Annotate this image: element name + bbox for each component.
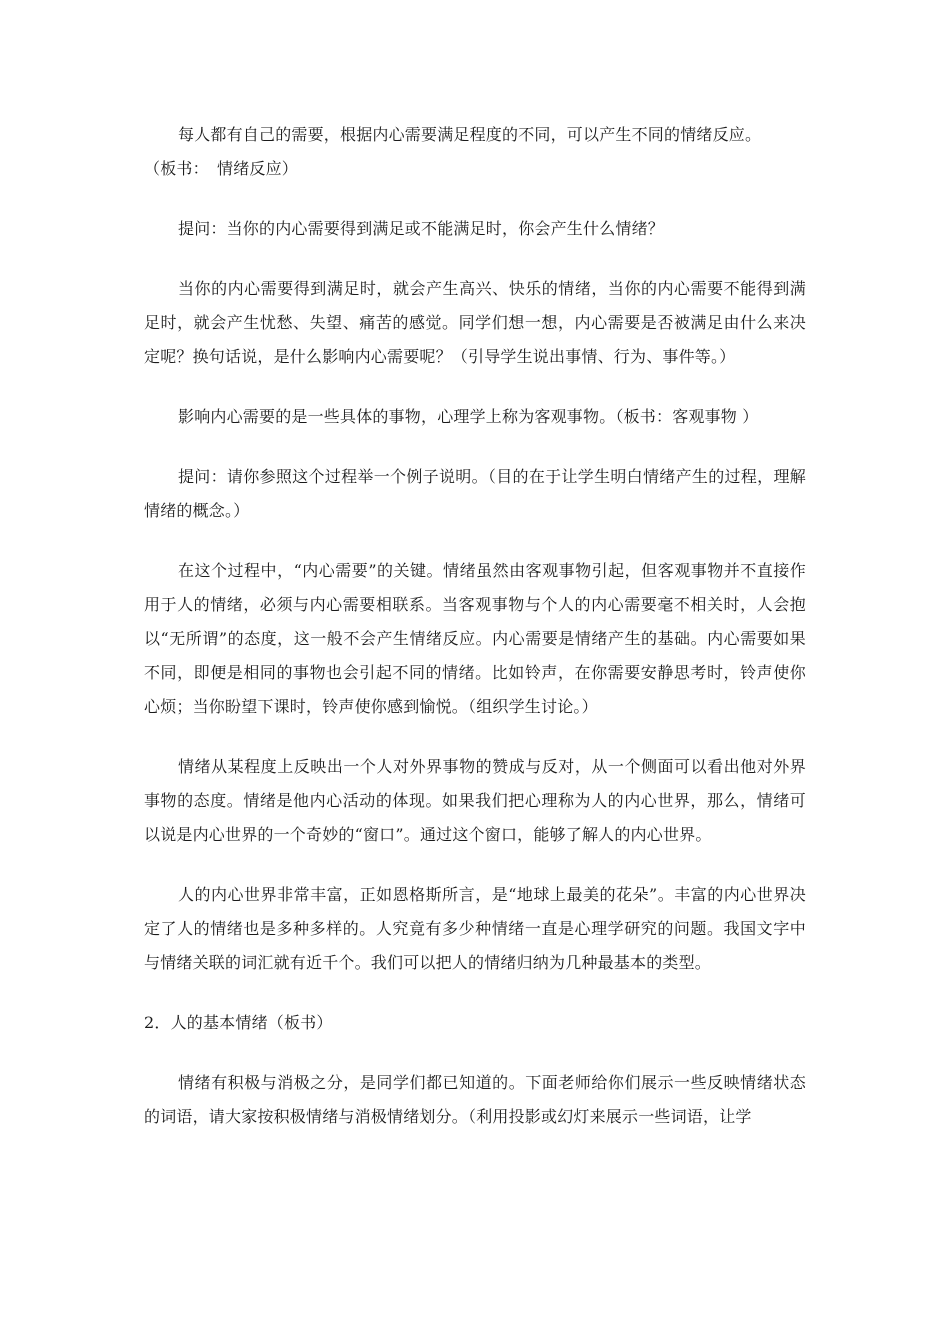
- paragraph-question-2: 提问：请你参照这个过程举一个例子说明。（目的在于让学生明白情绪产生的过程，理解情绪的概念。）: [144, 467, 806, 520]
- paragraph-window: 情绪从某程度上反映出一个人对外界事物的赞成与反对，从一个侧面可以看出他对外界事物的态度。情绪是他内心活动的体现。如果我们把心理称为人的内心世界，那么，情绪可以说是内心世界的一个奇妙的“窗口”。通过这个窗口，能够了解人的内心世界。: [144, 757, 806, 844]
- paragraph-gap: [144, 246, 806, 272]
- paragraph-gap: [144, 528, 806, 554]
- paragraph-answer-1: 当你的内心需要得到满足时，就会产生高兴、快乐的情绪，当你的内心需要不能得到满足时，就会产生忧愁、失望、痛苦的感觉。同学们想一想，内心需要是否被满足由什么来决定呢？换句话说，是什么影响内心需要呢？（引导学生说出事情、行为、事件等。）: [144, 279, 806, 366]
- paragraph-gap: [144, 374, 806, 400]
- paragraph-positive-negative: 情绪有积极与消极之分，是同学们都已知道的。下面老师给你们展示一些反映情绪状态的词语，请大家按积极情绪与消极情绪划分。（利用投影或幻灯来展示一些词语，让学: [144, 1073, 806, 1126]
- section-heading-basic-emotions: 2．人的基本情绪（板书）: [144, 1013, 333, 1032]
- paragraph-board-note-emotion: （板书： 情绪反应）: [144, 159, 299, 178]
- paragraph-gap: [144, 1040, 806, 1066]
- paragraph-objective-things: 影响内心需要的是一些具体的事物，心理学上称为客观事物。（板书：客观事物 ）: [178, 407, 759, 426]
- paragraph-inner-world: 人的内心世界非常丰富，正如恩格斯所言，是“地球上最美的花朵”。丰富的内心世界决定了人的情绪也是多种多样的。人究竟有多少种情绪一直是心理学研究的问题。我国文字中与情绪关联的词汇就有近千个。我们可以把人的情绪归纳为几种最基本的类型。: [144, 885, 806, 972]
- paragraph-gap: [144, 852, 806, 878]
- paragraph-gap: [144, 186, 806, 212]
- paragraph-inner-needs: 在这个过程中，“内心需要”的关键。情绪虽然由客观事物引起，但客观事物并不直接作用于人的情绪，必须与内心需要相联系。当客观事物与个人的内心需要毫不相关时，人会抱以“无所谓”的态度，这一般不会产生情绪反应。内心需要是情绪产生的基础。内心需要如果不同，即便是相同的事物也会引起不同的情绪。比如铃声，在你需要安静思考时，铃声使你心烦；当你盼望下课时，铃声使你感到愉悦。（组织学生讨论。）: [144, 561, 806, 716]
- document-body: [144, 118, 806, 1134]
- paragraph-intro: 每人都有自己的需要，根据内心需要满足程度的不同，可以产生不同的情绪反应。: [178, 125, 762, 144]
- paragraph-gap: [144, 980, 806, 1006]
- paragraph-gap: [144, 724, 806, 750]
- paragraph-gap: [144, 434, 806, 460]
- paragraph-question-1: 提问：当你的内心需要得到满足或不能满足时，你会产生什么情绪？: [178, 219, 665, 238]
